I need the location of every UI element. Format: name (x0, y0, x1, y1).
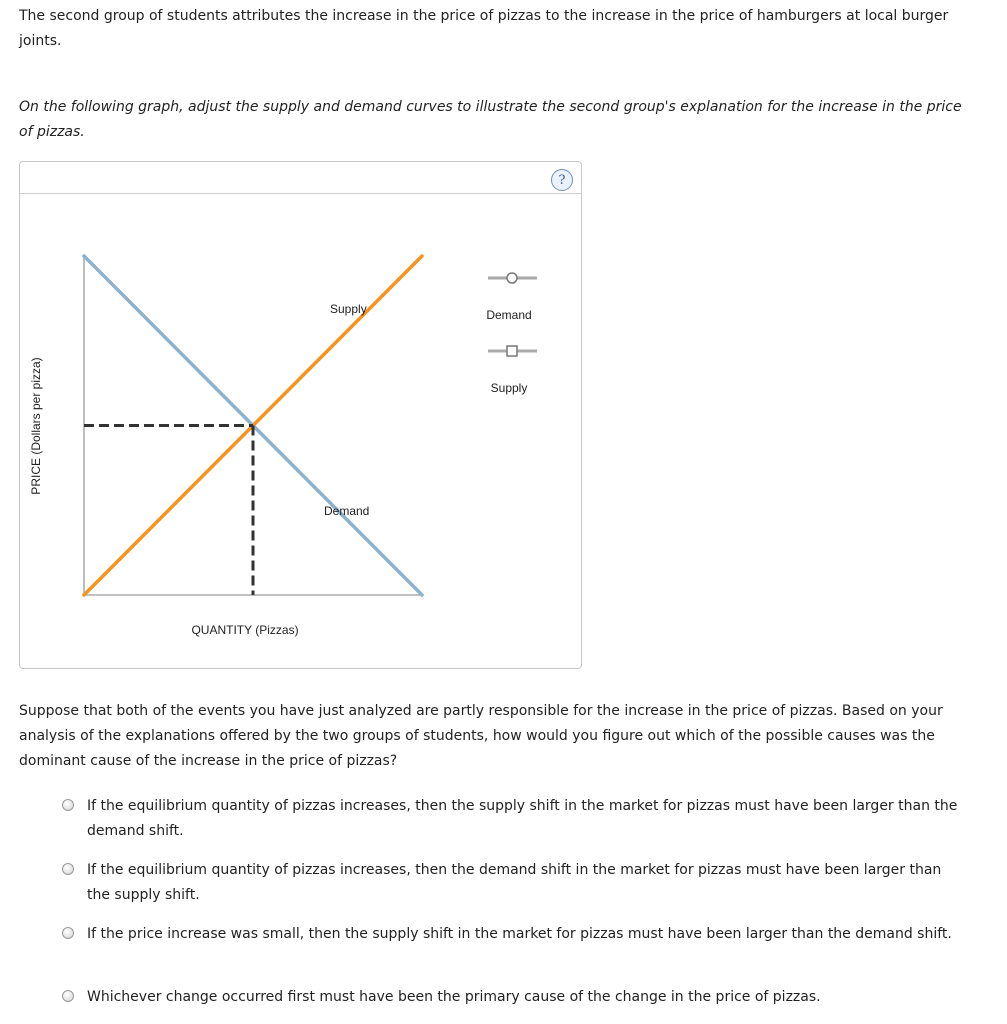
legend-supply-square-marker (507, 346, 517, 356)
demand-curve-label: Demand (324, 504, 370, 518)
answer-option-1[interactable] (62, 794, 962, 844)
radio-button[interactable] (62, 863, 74, 875)
answer-option-2[interactable] (62, 858, 962, 908)
question-text: Suppose that both of the events you have just analyzed are partly responsible for the increase in the price of pizzas. Based on your analysis of the explanations offered by the two groups of students, how would you figure out which of the possible causes was the dominant cause of the increase in the price of pizzas? (19, 703, 943, 769)
legend-demand-circle-marker (507, 273, 517, 283)
answer-option-text: If the equilibrium quantity of pizzas increases, then the supply shift in the market for pizzas must have been larger than the demand shift. (87, 798, 958, 839)
answer-option-text: If the price increase was small, then the supply shift in the market for pizzas must have been larger than the demand shift. (87, 926, 952, 942)
radio-button[interactable] (62, 990, 74, 1002)
answer-option-text: If the equilibrium quantity of pizzas increases, then the demand shift in the market for pizzas must have been larger than the supply shift. (87, 862, 942, 903)
answer-option-3[interactable] (62, 922, 962, 947)
legend-demand-label: Demand (486, 308, 532, 322)
answer-option-text: Whichever change occurred first must have been the primary cause of the change in the price of pizzas. (87, 989, 821, 1005)
x-axis-label: QUANTITY (Pizzas) (191, 623, 299, 637)
intro-text: The second group of students attributes the increase in the price of pizzas to the increase in the price of hamburgers at local burger joints. (19, 8, 949, 49)
graph-panel (19, 161, 582, 669)
legend-supply-tool[interactable] (488, 346, 537, 395)
help-button[interactable]: ? (551, 169, 573, 191)
radio-button[interactable] (62, 927, 74, 939)
radio-button[interactable] (62, 799, 74, 811)
legend-supply-label: Supply (490, 381, 528, 395)
legend-demand-tool[interactable] (486, 273, 537, 322)
instruction-text: On the following graph, adjust the supply and demand curves to illustrate the second group's explanation for the increase in the price of pizzas. (19, 99, 962, 140)
supply-curve-label: Supply (330, 302, 367, 316)
supply-demand-graph (20, 162, 583, 670)
y-axis-label: PRICE (Dollars per pizza) (29, 357, 43, 495)
answer-option-4[interactable] (62, 985, 962, 1010)
